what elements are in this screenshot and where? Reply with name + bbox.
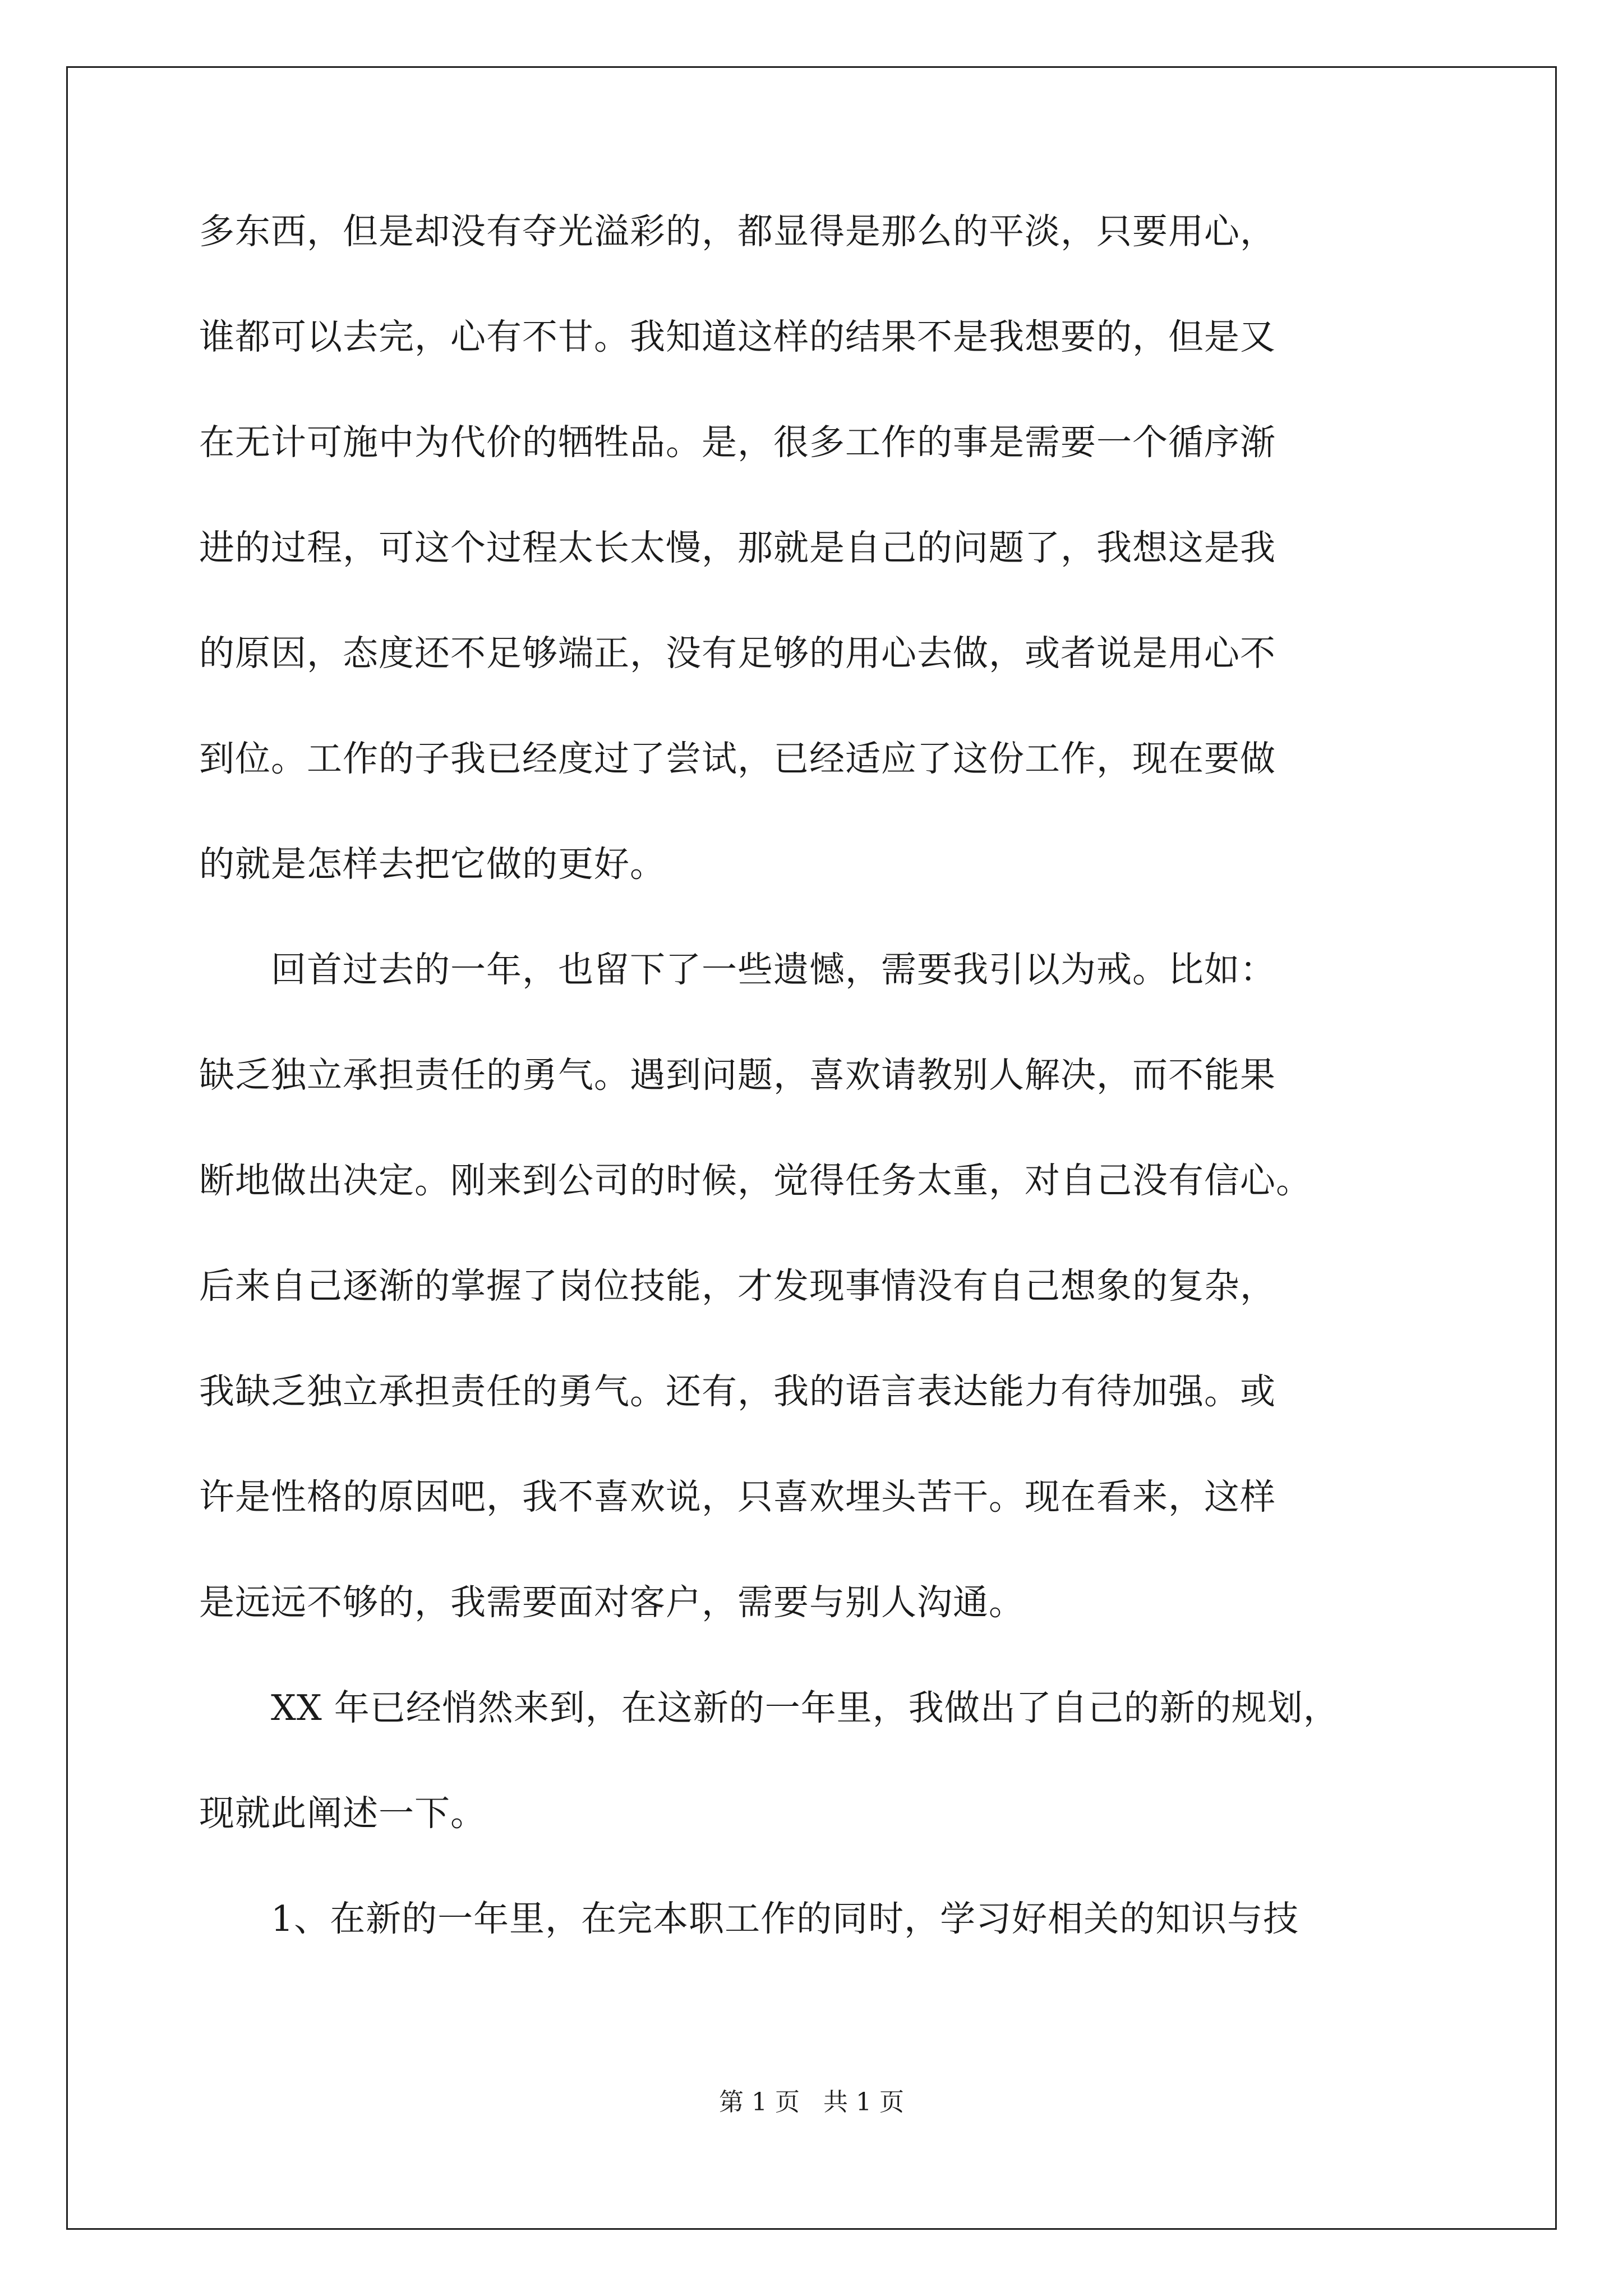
paragraph-line: 回首过去的一年，也留下了一些遗憾，需要我引以为戒。比如： <box>199 949 1276 990</box>
paragraph-line: 在无计可施中为代价的牺牲品。是，很多工作的事是需要一个循序渐 <box>199 422 1276 463</box>
paragraph-line: 缺乏独立承担责任的勇气。遇到问题，喜欢请教别人解决，而不能果 <box>199 1055 1276 1096</box>
paragraph-line: XX 年已经悄然来到，在这新的一年里，我做出了自己的新的规划， <box>199 1687 1339 1728</box>
paragraph-line: 断地做出决定。刚来到公司的时候，觉得任务太重，对自己没有信心。 <box>199 1160 1312 1201</box>
paragraph-line: 的就是怎样去把它做的更好。 <box>199 844 666 885</box>
paragraph-line: 谁都可以去完，心有不甘。我知道这样的结果不是我想要的，但是又 <box>199 316 1276 357</box>
paragraph-line: 许是性格的原因吧，我不喜欢说，只喜欢埋头苦干。现在看来，这样 <box>199 1476 1276 1517</box>
paragraph-line: 到位。工作的子我已经度过了尝试，已经适应了这份工作，现在要做 <box>199 738 1276 779</box>
paragraph-line: 的原因，态度还不足够端正，没有足够的用心去做，或者说是用心不 <box>199 633 1276 674</box>
paragraph-line: 是远远不够的，我需要面对客户，需要与别人沟通。 <box>199 1582 1025 1623</box>
paragraph-line: 我缺乏独立承担责任的勇气。还有，我的语言表达能力有待加强。或 <box>199 1371 1276 1412</box>
paragraph-line: 1、在新的一年里，在完本职工作的同时，学习好相关的知识与技 <box>199 1898 1299 1939</box>
page-number-footer: 第 1 页 共 1 页 <box>719 2088 904 2116</box>
paragraph-line: 多东西，但是却没有夺光溢彩的，都显得是那么的平淡，只要用心， <box>199 211 1276 252</box>
paragraph-line: 后来自己逐渐的掌握了岗位技能，才发现事情没有自己想象的复杂， <box>199 1266 1276 1306</box>
paragraph-line: 现就此阐述一下。 <box>199 1793 486 1834</box>
paragraph-line: 进的过程，可这个过程太长太慢，那就是自己的问题了，我想这是我 <box>199 527 1276 568</box>
